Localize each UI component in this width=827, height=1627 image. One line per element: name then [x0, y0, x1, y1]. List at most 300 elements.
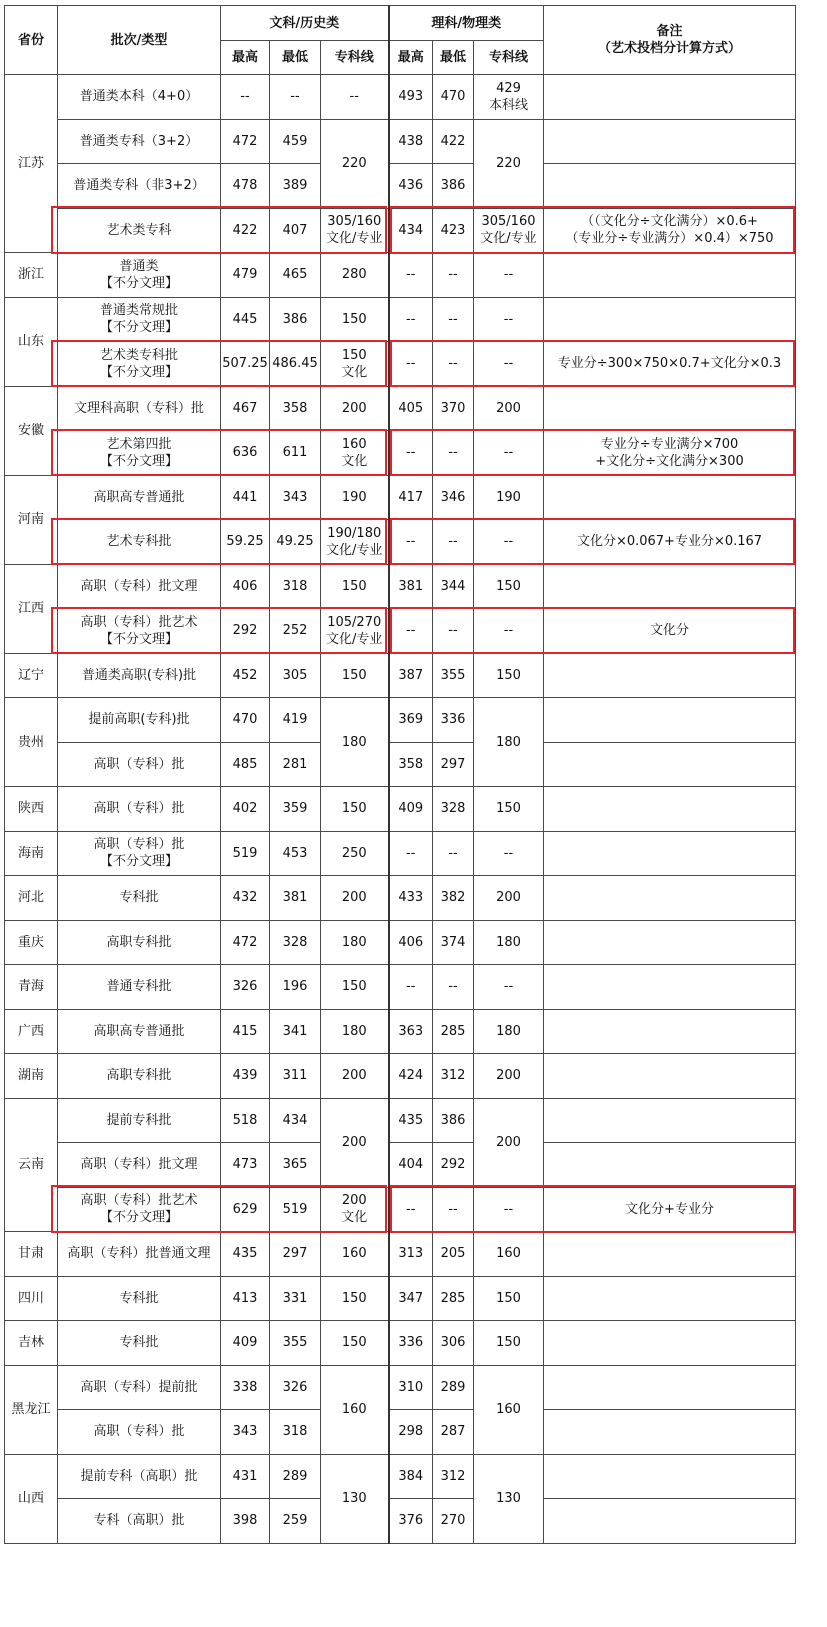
liberal-max-cell: 485 — [221, 742, 270, 787]
science-min-cell: 382 — [433, 876, 474, 921]
science-line-cell: -- — [474, 1187, 544, 1232]
science-max-cell: -- — [389, 831, 433, 876]
liberal-min-cell: 407 — [270, 208, 321, 253]
liberal-min-cell: 252 — [270, 609, 321, 654]
liberal-min-cell: 281 — [270, 742, 321, 787]
province-cell: 黑龙江 — [5, 1365, 58, 1454]
science-min-cell: 355 — [433, 653, 474, 698]
science-line-cell: 180 — [474, 698, 544, 787]
science-min-cell: 422 — [433, 119, 474, 164]
province-cell: 广西 — [5, 1009, 58, 1054]
table-row — [5, 386, 796, 431]
province-cell: 河北 — [5, 876, 58, 921]
table-row — [5, 431, 796, 476]
table-row — [5, 831, 796, 876]
province-cell: 青海 — [5, 965, 58, 1010]
liberal-line-cell: 160 — [321, 1365, 389, 1454]
province-cell: 甘肃 — [5, 1232, 58, 1277]
remark-cell — [544, 1009, 796, 1054]
liberal-max-cell: 636 — [221, 431, 270, 476]
remark-subtitle: （艺术投档分计算方式） — [597, 41, 741, 56]
table-row — [5, 1187, 796, 1232]
remark-cell: 文化分+专业分 — [544, 1187, 796, 1232]
science-min-cell: -- — [433, 253, 474, 298]
science-min-cell: -- — [433, 297, 474, 342]
batch-cell: 高职（专科）批 — [58, 1410, 221, 1455]
science-min-cell: 470 — [433, 75, 474, 120]
province-cell: 湖南 — [5, 1054, 58, 1099]
science-line-cell: -- — [474, 965, 544, 1010]
batch-cell: 高职（专科）批普通文理 — [58, 1232, 221, 1277]
science-max-cell: 406 — [389, 920, 433, 965]
liberal-line-cell: 200 — [321, 1054, 389, 1099]
province-cell: 云南 — [5, 1098, 58, 1232]
liberal-min-cell: 358 — [270, 386, 321, 431]
header-liberal: 文科/历史类 — [221, 6, 389, 41]
liberal-line-cell: 250 — [321, 831, 389, 876]
science-min-cell: -- — [433, 609, 474, 654]
table-row — [5, 1276, 796, 1321]
table-row — [5, 653, 796, 698]
liberal-min-cell: 453 — [270, 831, 321, 876]
table-row — [5, 75, 796, 120]
liberal-line-cell: 130 — [321, 1454, 389, 1543]
liberal-max-cell: 343 — [221, 1410, 270, 1455]
province-cell: 山东 — [5, 297, 58, 386]
science-max-cell: 404 — [389, 1143, 433, 1188]
science-max-cell: 409 — [389, 787, 433, 832]
liberal-min-cell: 259 — [270, 1499, 321, 1544]
liberal-min-cell: 419 — [270, 698, 321, 743]
table-row — [5, 876, 796, 921]
science-line-cell: 150 — [474, 653, 544, 698]
science-line-cell: -- — [474, 297, 544, 342]
batch-cell: 提前专科（高职）批 — [58, 1454, 221, 1499]
remark-cell — [544, 297, 796, 342]
liberal-line-cell: 105/270 文化/专业 — [321, 609, 389, 654]
liberal-max-cell: 422 — [221, 208, 270, 253]
science-max-cell: 417 — [389, 475, 433, 520]
batch-cell: 高职高专普通批 — [58, 475, 221, 520]
science-max-cell: 363 — [389, 1009, 433, 1054]
batch-cell: 高职（专科）批 — [58, 742, 221, 787]
liberal-min-cell: 465 — [270, 253, 321, 298]
table-row — [5, 920, 796, 965]
liberal-min-cell: 381 — [270, 876, 321, 921]
science-min-cell: 344 — [433, 564, 474, 609]
liberal-max-cell: 441 — [221, 475, 270, 520]
remark-cell — [544, 1054, 796, 1099]
liberal-line-cell: 280 — [321, 253, 389, 298]
liberal-min-cell: 326 — [270, 1365, 321, 1410]
liberal-line-cell: 150 — [321, 965, 389, 1010]
remark-cell — [544, 1499, 796, 1544]
header-l-min: 最低 — [270, 41, 321, 75]
batch-cell: 专科批 — [58, 1276, 221, 1321]
liberal-min-cell: 343 — [270, 475, 321, 520]
liberal-line-cell: 150 — [321, 1276, 389, 1321]
remark-cell — [544, 253, 796, 298]
liberal-line-cell: 150 — [321, 297, 389, 342]
liberal-min-cell: 289 — [270, 1454, 321, 1499]
science-min-cell: 292 — [433, 1143, 474, 1188]
science-line-cell: -- — [474, 831, 544, 876]
batch-cell: 普通类高职(专科)批 — [58, 653, 221, 698]
liberal-max-cell: 519 — [221, 831, 270, 876]
liberal-max-cell: 59.25 — [221, 520, 270, 565]
batch-cell: 专科批 — [58, 876, 221, 921]
science-line-cell: 150 — [474, 787, 544, 832]
science-min-cell: 336 — [433, 698, 474, 743]
science-min-cell: 270 — [433, 1499, 474, 1544]
liberal-max-cell: 431 — [221, 1454, 270, 1499]
liberal-max-cell: 507.25 — [221, 342, 270, 387]
science-line-cell: 200 — [474, 386, 544, 431]
liberal-min-cell: 389 — [270, 164, 321, 209]
liberal-line-cell: 200 — [321, 386, 389, 431]
batch-cell: 高职（专科）提前批 — [58, 1365, 221, 1410]
province-cell: 四川 — [5, 1276, 58, 1321]
science-max-cell: -- — [389, 297, 433, 342]
science-line-cell: 180 — [474, 920, 544, 965]
science-max-cell: 369 — [389, 698, 433, 743]
remark-cell — [544, 1098, 796, 1143]
liberal-max-cell: 413 — [221, 1276, 270, 1321]
remark-cell — [544, 698, 796, 743]
science-max-cell: -- — [389, 253, 433, 298]
table-row — [5, 253, 796, 298]
remark-cell — [544, 1454, 796, 1499]
liberal-max-cell: 292 — [221, 609, 270, 654]
science-max-cell: 313 — [389, 1232, 433, 1277]
science-max-cell: 384 — [389, 1454, 433, 1499]
liberal-line-cell: 200 — [321, 1098, 389, 1187]
science-min-cell: 289 — [433, 1365, 474, 1410]
liberal-max-cell: 478 — [221, 164, 270, 209]
liberal-min-cell: 359 — [270, 787, 321, 832]
liberal-max-cell: 473 — [221, 1143, 270, 1188]
liberal-line-cell: 220 — [321, 119, 389, 208]
header-s-max: 最高 — [389, 41, 433, 75]
remark-cell — [544, 75, 796, 120]
science-line-cell: 180 — [474, 1009, 544, 1054]
province-cell: 江西 — [5, 564, 58, 653]
table-row — [5, 1321, 796, 1366]
remark-cell — [544, 965, 796, 1010]
table-row — [5, 1410, 796, 1455]
science-line-cell: 190 — [474, 475, 544, 520]
liberal-line-cell: 305/160 文化/专业 — [321, 208, 389, 253]
science-min-cell: -- — [433, 831, 474, 876]
science-min-cell: 205 — [433, 1232, 474, 1277]
science-line-cell: -- — [474, 253, 544, 298]
science-min-cell: 306 — [433, 1321, 474, 1366]
liberal-max-cell: 472 — [221, 920, 270, 965]
science-line-cell: 429 本科线 — [474, 75, 544, 120]
table-row — [5, 1499, 796, 1544]
liberal-min-cell: 386 — [270, 297, 321, 342]
liberal-max-cell: 445 — [221, 297, 270, 342]
liberal-max-cell: 406 — [221, 564, 270, 609]
science-min-cell: -- — [433, 431, 474, 476]
remark-cell — [544, 164, 796, 209]
science-line-cell: 150 — [474, 564, 544, 609]
batch-cell: 艺术专科批 — [58, 520, 221, 565]
science-max-cell: -- — [389, 431, 433, 476]
science-max-cell: -- — [389, 609, 433, 654]
province-cell: 陕西 — [5, 787, 58, 832]
batch-cell: 高职高专普通批 — [58, 1009, 221, 1054]
liberal-max-cell: 415 — [221, 1009, 270, 1054]
science-min-cell: 285 — [433, 1009, 474, 1054]
batch-cell: 高职（专科）批文理 — [58, 564, 221, 609]
batch-cell: 艺术第四批 【不分文理】 — [58, 431, 221, 476]
liberal-line-cell: 150 — [321, 564, 389, 609]
science-max-cell: 435 — [389, 1098, 433, 1143]
liberal-line-cell: 150 — [321, 653, 389, 698]
header-batch-type: 批次/类型 — [58, 6, 221, 75]
science-min-cell: 287 — [433, 1410, 474, 1455]
science-line-cell: 160 — [474, 1365, 544, 1454]
science-max-cell: -- — [389, 1187, 433, 1232]
liberal-line-cell: 180 — [321, 698, 389, 787]
liberal-max-cell: 439 — [221, 1054, 270, 1099]
table-row — [5, 1143, 796, 1188]
remark-cell — [544, 876, 796, 921]
table-row — [5, 1054, 796, 1099]
header-l-line: 专科线 — [321, 41, 389, 75]
liberal-max-cell: 398 — [221, 1499, 270, 1544]
liberal-max-cell: 470 — [221, 698, 270, 743]
table-row — [5, 164, 796, 209]
science-min-cell: -- — [433, 520, 474, 565]
batch-cell: 高职（专科）批 — [58, 787, 221, 832]
science-line-cell: 200 — [474, 1054, 544, 1099]
science-min-cell: 374 — [433, 920, 474, 965]
science-max-cell: 336 — [389, 1321, 433, 1366]
science-line-cell: 130 — [474, 1454, 544, 1543]
science-min-cell: -- — [433, 1187, 474, 1232]
science-max-cell: 347 — [389, 1276, 433, 1321]
science-max-cell: 433 — [389, 876, 433, 921]
remark-cell — [544, 119, 796, 164]
science-line-cell: -- — [474, 431, 544, 476]
science-max-cell: 376 — [389, 1499, 433, 1544]
remark-cell — [544, 475, 796, 520]
science-max-cell: 434 — [389, 208, 433, 253]
table-row — [5, 742, 796, 787]
liberal-min-cell: 318 — [270, 1410, 321, 1455]
remark-cell — [544, 1321, 796, 1366]
science-max-cell: 298 — [389, 1410, 433, 1455]
liberal-line-cell: 150 — [321, 1321, 389, 1366]
batch-cell: 普通类本科（4+0） — [58, 75, 221, 120]
liberal-min-cell: 434 — [270, 1098, 321, 1143]
science-line-cell: 200 — [474, 876, 544, 921]
batch-cell: 专科（高职）批 — [58, 1499, 221, 1544]
liberal-line-cell: 180 — [321, 1009, 389, 1054]
table-row — [5, 787, 796, 832]
liberal-line-cell: 190/180 文化/专业 — [321, 520, 389, 565]
batch-cell: 普通类 【不分文理】 — [58, 253, 221, 298]
header-l-max: 最高 — [221, 41, 270, 75]
science-min-cell: 386 — [433, 164, 474, 209]
science-max-cell: 381 — [389, 564, 433, 609]
table-row — [5, 1365, 796, 1410]
liberal-line-cell: -- — [321, 75, 389, 120]
province-cell: 浙江 — [5, 253, 58, 298]
liberal-max-cell: 479 — [221, 253, 270, 298]
liberal-max-cell: 432 — [221, 876, 270, 921]
liberal-max-cell: 452 — [221, 653, 270, 698]
batch-cell: 普通专科批 — [58, 965, 221, 1010]
remark-cell — [544, 1365, 796, 1410]
liberal-max-cell: 435 — [221, 1232, 270, 1277]
table-row — [5, 564, 796, 609]
batch-cell: 普通类专科（3+2） — [58, 119, 221, 164]
remark-cell: 专业分÷300×750×0.7+文化分×0.3 — [544, 342, 796, 387]
header-remark — [544, 6, 796, 75]
science-max-cell: 405 — [389, 386, 433, 431]
remark-cell: 文化分×0.067+专业分×0.167 — [544, 520, 796, 565]
liberal-min-cell: 519 — [270, 1187, 321, 1232]
remark-cell — [544, 920, 796, 965]
province-cell: 贵州 — [5, 698, 58, 787]
science-max-cell: 424 — [389, 1054, 433, 1099]
header-s-line: 专科线 — [474, 41, 544, 75]
science-min-cell: 386 — [433, 1098, 474, 1143]
science-line-cell: 150 — [474, 1321, 544, 1366]
score-table — [4, 5, 796, 1544]
batch-cell: 高职（专科）批文理 — [58, 1143, 221, 1188]
batch-cell: 专科批 — [58, 1321, 221, 1366]
liberal-min-cell: 297 — [270, 1232, 321, 1277]
province-cell: 安徽 — [5, 386, 58, 475]
liberal-min-cell: -- — [270, 75, 321, 120]
table-row — [5, 475, 796, 520]
science-max-cell: 438 — [389, 119, 433, 164]
science-min-cell: 370 — [433, 386, 474, 431]
science-line-cell: 200 — [474, 1098, 544, 1187]
province-cell: 江苏 — [5, 75, 58, 253]
batch-cell: 高职（专科）批艺术 【不分文理】 — [58, 1187, 221, 1232]
batch-cell: 普通类常规批 【不分文理】 — [58, 297, 221, 342]
science-line-cell: 160 — [474, 1232, 544, 1277]
science-min-cell: -- — [433, 342, 474, 387]
batch-cell: 高职专科批 — [58, 1054, 221, 1099]
table-row — [5, 965, 796, 1010]
liberal-max-cell: 518 — [221, 1098, 270, 1143]
science-min-cell: 423 — [433, 208, 474, 253]
liberal-max-cell: 467 — [221, 386, 270, 431]
table-row — [5, 342, 796, 387]
liberal-min-cell: 611 — [270, 431, 321, 476]
remark-cell — [544, 742, 796, 787]
header-science: 理科/物理类 — [389, 6, 544, 41]
science-line-cell: 305/160 文化/专业 — [474, 208, 544, 253]
batch-cell: 高职专科批 — [58, 920, 221, 965]
table-row — [5, 297, 796, 342]
liberal-line-cell: 190 — [321, 475, 389, 520]
remark-cell — [544, 653, 796, 698]
province-cell: 海南 — [5, 831, 58, 876]
liberal-min-cell: 355 — [270, 1321, 321, 1366]
science-line-cell: -- — [474, 520, 544, 565]
table-row — [5, 119, 796, 164]
table-row — [5, 208, 796, 253]
science-max-cell: 493 — [389, 75, 433, 120]
liberal-max-cell: -- — [221, 75, 270, 120]
remark-cell: （（文化分÷文化满分）×0.6+ （专业分÷专业满分）×0.4）×750 — [544, 208, 796, 253]
table-row — [5, 1232, 796, 1277]
batch-cell: 文理科高职（专科）批 — [58, 386, 221, 431]
liberal-min-cell: 305 — [270, 653, 321, 698]
province-cell: 重庆 — [5, 920, 58, 965]
table-row — [5, 1098, 796, 1143]
liberal-line-cell: 200 — [321, 876, 389, 921]
header-s-min: 最低 — [433, 41, 474, 75]
remark-cell — [544, 1232, 796, 1277]
science-min-cell: 297 — [433, 742, 474, 787]
batch-cell: 提前专科批 — [58, 1098, 221, 1143]
liberal-min-cell: 196 — [270, 965, 321, 1010]
science-line-cell: -- — [474, 609, 544, 654]
batch-cell: 艺术类专科批 【不分文理】 — [58, 342, 221, 387]
liberal-line-cell: 160 — [321, 1232, 389, 1277]
science-min-cell: 346 — [433, 475, 474, 520]
remark-cell — [544, 386, 796, 431]
liberal-min-cell: 49.25 — [270, 520, 321, 565]
province-cell: 吉林 — [5, 1321, 58, 1366]
liberal-line-cell: 160 文化 — [321, 431, 389, 476]
remark-cell — [544, 787, 796, 832]
liberal-max-cell: 402 — [221, 787, 270, 832]
science-min-cell: 285 — [433, 1276, 474, 1321]
remark-cell: 专业分÷专业满分×700 +文化分÷文化满分×300 — [544, 431, 796, 476]
science-min-cell: -- — [433, 965, 474, 1010]
science-min-cell: 312 — [433, 1054, 474, 1099]
liberal-line-cell: 150 — [321, 787, 389, 832]
table-row — [5, 1009, 796, 1054]
table-row — [5, 609, 796, 654]
remark-cell — [544, 1143, 796, 1188]
science-max-cell: 310 — [389, 1365, 433, 1410]
science-min-cell: 328 — [433, 787, 474, 832]
liberal-max-cell: 409 — [221, 1321, 270, 1366]
liberal-line-cell: 180 — [321, 920, 389, 965]
remark-cell — [544, 1276, 796, 1321]
liberal-min-cell: 331 — [270, 1276, 321, 1321]
province-cell: 河南 — [5, 475, 58, 564]
remark-cell — [544, 831, 796, 876]
remark-cell — [544, 564, 796, 609]
liberal-min-cell: 318 — [270, 564, 321, 609]
province-cell: 辽宁 — [5, 653, 58, 698]
science-max-cell: -- — [389, 520, 433, 565]
science-max-cell: -- — [389, 342, 433, 387]
liberal-min-cell: 311 — [270, 1054, 321, 1099]
science-line-cell: -- — [474, 342, 544, 387]
batch-cell: 艺术类专科 — [58, 208, 221, 253]
science-max-cell: 387 — [389, 653, 433, 698]
table-row — [5, 698, 796, 743]
batch-cell: 高职（专科）批艺术 【不分文理】 — [58, 609, 221, 654]
science-max-cell: 358 — [389, 742, 433, 787]
liberal-max-cell: 326 — [221, 965, 270, 1010]
batch-cell: 高职（专科）批 【不分文理】 — [58, 831, 221, 876]
liberal-line-cell: 150 文化 — [321, 342, 389, 387]
liberal-min-cell: 486.45 — [270, 342, 321, 387]
